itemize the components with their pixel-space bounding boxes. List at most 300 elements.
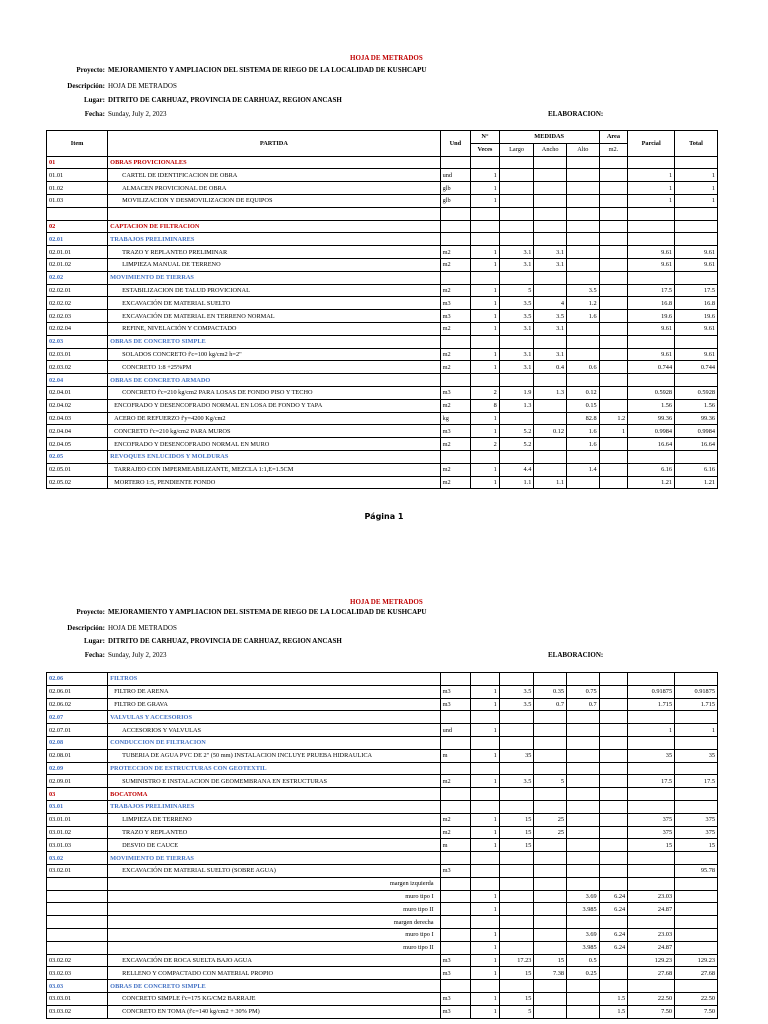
cell-parcial: 22.50	[628, 992, 675, 1005]
cell-total: 375	[675, 826, 718, 839]
cell-area	[599, 258, 628, 271]
cell-largo	[499, 724, 534, 737]
cell-total	[675, 233, 718, 246]
lugar-line	[40, 637, 342, 645]
cell-veces	[471, 711, 500, 724]
cell-veces: 1	[471, 246, 500, 259]
cell-item: 03.03	[47, 980, 108, 993]
cell-alto	[567, 194, 600, 207]
cell-area	[599, 271, 628, 284]
cell-parcial	[628, 762, 675, 775]
cell-item: 02.03.01	[47, 348, 108, 361]
cell-largo	[499, 762, 534, 775]
cell-largo: 3.5	[499, 775, 534, 788]
cell-alto	[567, 258, 600, 271]
cell-parcial	[628, 207, 675, 220]
cell-area	[599, 698, 628, 711]
cell-alto: 0.25	[567, 967, 600, 980]
cell-ancho	[534, 374, 567, 387]
cell-veces: 1	[471, 194, 500, 207]
cell-largo	[499, 877, 534, 890]
cell-ancho	[534, 864, 567, 877]
cell-area	[599, 438, 628, 451]
cell-alto	[567, 762, 600, 775]
cell-partida: LIMPIEZA MANUAL DE TERRENO	[108, 258, 440, 271]
cell-largo: 3.1	[499, 246, 534, 259]
cell-und	[440, 736, 471, 749]
table-row	[47, 916, 718, 929]
cell-total	[675, 450, 718, 463]
table-row	[47, 476, 718, 489]
cell-item: 02.05.01	[47, 463, 108, 476]
cell-partida: RELLENO Y COMPACTADO CON MATERIAL PROPIO	[108, 967, 440, 980]
table-row	[47, 284, 718, 297]
cell-partida: FILTROS	[108, 673, 440, 686]
cell-total: 9.61	[675, 322, 718, 335]
cell-parcial: 9.61	[628, 348, 675, 361]
cell-ancho	[534, 992, 567, 1005]
cell-und	[440, 941, 471, 954]
cell-parcial	[628, 711, 675, 724]
cell-item: 01.01	[47, 169, 108, 182]
cell-largo	[499, 194, 534, 207]
cell-total	[675, 207, 718, 220]
cell-area	[599, 775, 628, 788]
cell-veces: 1	[471, 954, 500, 967]
cell-largo	[499, 852, 534, 865]
cell-partida: OBRAS DE CONCRETO SIMPLE	[108, 335, 440, 348]
cell-alto	[567, 788, 600, 801]
cell-veces: 1	[471, 348, 500, 361]
cell-total	[675, 335, 718, 348]
cell-ancho	[534, 463, 567, 476]
cell-area	[599, 297, 628, 310]
cell-area	[599, 711, 628, 724]
table-row	[47, 182, 718, 195]
cell-partida: CARTEL DE IDENTIFICACION DE OBRA	[108, 169, 440, 182]
cell-veces: 1	[471, 322, 500, 335]
cell-largo	[499, 800, 534, 813]
col-alto: Alto	[567, 143, 600, 156]
cell-veces: 1	[471, 775, 500, 788]
cell-und	[440, 903, 471, 916]
cell-und: und	[440, 724, 471, 737]
table-row	[47, 852, 718, 865]
table-row	[47, 928, 718, 941]
cell-alto: 1.6	[567, 310, 600, 323]
cell-ancho: 3.1	[534, 322, 567, 335]
cell-veces	[471, 980, 500, 993]
cell-ancho	[534, 284, 567, 297]
cell-veces: 1	[471, 698, 500, 711]
cell-ancho	[534, 903, 567, 916]
cell-alto	[567, 322, 600, 335]
cell-area	[599, 450, 628, 463]
cell-parcial	[628, 852, 675, 865]
cell-parcial: 35	[628, 749, 675, 762]
cell-item: 03.01.01	[47, 813, 108, 826]
cell-alto: 3.5	[567, 284, 600, 297]
cell-area	[599, 813, 628, 826]
table-row	[47, 724, 718, 737]
cell-area: 1.5	[599, 992, 628, 1005]
cell-veces	[471, 450, 500, 463]
cell-largo	[499, 736, 534, 749]
cell-veces: 1	[471, 992, 500, 1005]
cell-total	[675, 916, 718, 929]
table-row	[47, 941, 718, 954]
cell-parcial	[628, 374, 675, 387]
cell-und	[440, 916, 471, 929]
cell-parcial: 17.5	[628, 284, 675, 297]
cell-veces: 2	[471, 386, 500, 399]
cell-total	[675, 271, 718, 284]
descripcion-value: HOJA DE METRADOS	[108, 82, 177, 90]
cell-ancho	[534, 194, 567, 207]
cell-veces: 1	[471, 476, 500, 489]
proyecto-line	[40, 608, 426, 616]
cell-largo: 1.1	[499, 476, 534, 489]
cell-parcial: 17.5	[628, 775, 675, 788]
lugar-value: DITRITO DE CARHUAZ, PROVINCIA DE CARHUAZ, REGION ANCASH	[108, 637, 342, 645]
cell-partida: OBRAS PROVICIONALES	[108, 156, 440, 169]
cell-veces: 1	[471, 361, 500, 374]
table-row	[47, 890, 718, 903]
cell-parcial: 27.68	[628, 967, 675, 980]
cell-partida: muro tipo II	[108, 903, 440, 916]
cell-und: m3	[440, 685, 471, 698]
cell-veces: 1	[471, 685, 500, 698]
cell-item	[47, 890, 108, 903]
cell-parcial: 129.23	[628, 954, 675, 967]
cell-partida: CONCRETO 1:8 +25%PM	[108, 361, 440, 374]
table-row	[47, 374, 718, 387]
cell-largo: 3.5	[499, 310, 534, 323]
cell-area	[599, 788, 628, 801]
cell-alto: 1.2	[567, 297, 600, 310]
fecha-line	[40, 651, 166, 659]
cell-partida: muro tipo II	[108, 941, 440, 954]
cell-parcial: 16.64	[628, 438, 675, 451]
cell-item: 02.06.02	[47, 698, 108, 711]
table-row	[47, 233, 718, 246]
cell-und: m2	[440, 258, 471, 271]
table-row	[47, 169, 718, 182]
cell-alto	[567, 673, 600, 686]
cell-total	[675, 736, 718, 749]
col-medidas: MEDIDAS	[499, 131, 599, 144]
cell-largo	[499, 374, 534, 387]
cell-partida: TRAZO Y REPLANTEO PRELIMINAR	[108, 246, 440, 259]
page-number: Página 1	[364, 512, 404, 521]
cell-veces	[471, 788, 500, 801]
cell-total: 35	[675, 749, 718, 762]
cell-ancho: 25	[534, 826, 567, 839]
cell-ancho: 1.1	[534, 476, 567, 489]
cell-total: 0.5928	[675, 386, 718, 399]
col-largo: Largo	[499, 143, 534, 156]
cell-alto: 0.12	[567, 386, 600, 399]
cell-ancho	[534, 335, 567, 348]
cell-alto: 0.15	[567, 399, 600, 412]
cell-area	[599, 310, 628, 323]
cell-und: kg	[440, 412, 471, 425]
table-row	[47, 220, 718, 233]
cell-largo	[499, 412, 534, 425]
cell-partida: ENCOFRADO Y DESENCOFRADO NORMAL EN MURO	[108, 438, 440, 451]
cell-partida: margen izquierda	[108, 877, 440, 890]
table-row	[47, 864, 718, 877]
lugar-label: Lugar:	[84, 637, 105, 645]
cell-item: 02.01	[47, 233, 108, 246]
cell-area	[599, 220, 628, 233]
cell-parcial	[628, 864, 675, 877]
col-und: Und	[440, 131, 471, 157]
table-row	[47, 775, 718, 788]
cell-item: 02.09	[47, 762, 108, 775]
cell-alto	[567, 736, 600, 749]
cell-parcial	[628, 980, 675, 993]
cell-und: und	[440, 169, 471, 182]
cell-largo	[499, 156, 534, 169]
cell-parcial: 9.61	[628, 322, 675, 335]
cell-largo	[499, 450, 534, 463]
cell-veces	[471, 156, 500, 169]
cell-area	[599, 476, 628, 489]
cell-alto	[567, 800, 600, 813]
cell-area	[599, 207, 628, 220]
cell-alto: 1.6	[567, 425, 600, 438]
cell-partida: ACCESORIOS Y VALVULAS	[108, 724, 440, 737]
table-row	[47, 839, 718, 852]
cell-largo	[499, 207, 534, 220]
descripcion-label: Descripción:	[67, 624, 105, 632]
cell-ancho	[534, 438, 567, 451]
cell-und	[440, 207, 471, 220]
cell-largo	[499, 980, 534, 993]
cell-ancho	[534, 724, 567, 737]
cell-alto	[567, 450, 600, 463]
cell-veces	[471, 233, 500, 246]
cell-total	[675, 928, 718, 941]
elaboracion-label: ELABORACION:	[548, 651, 604, 659]
cell-total: 22.50	[675, 992, 718, 1005]
cell-partida: CONCRETO SIMPLE f'c=175 KG/CM2 BARRAJE	[108, 992, 440, 1005]
table-row	[47, 685, 718, 698]
cell-largo: 3.1	[499, 348, 534, 361]
table-row	[47, 386, 718, 399]
cell-area: 1.5	[599, 1005, 628, 1018]
cell-largo	[499, 903, 534, 916]
cell-largo: 5	[499, 284, 534, 297]
cell-veces: 1	[471, 284, 500, 297]
sheet-title: HOJA DE METRADOS	[350, 54, 423, 62]
cell-und	[440, 374, 471, 387]
cell-total	[675, 374, 718, 387]
cell-item: 03.02.02	[47, 954, 108, 967]
cell-item	[47, 903, 108, 916]
cell-area	[599, 348, 628, 361]
cell-item: 02.02.04	[47, 322, 108, 335]
cell-area	[599, 852, 628, 865]
cell-item: 02.06.01	[47, 685, 108, 698]
cell-item: 01	[47, 156, 108, 169]
cell-item: 03.02	[47, 852, 108, 865]
cell-alto	[567, 271, 600, 284]
cell-largo	[499, 182, 534, 195]
cell-item: 02.08.01	[47, 749, 108, 762]
cell-veces	[471, 673, 500, 686]
cell-veces: 1	[471, 890, 500, 903]
cell-parcial	[628, 736, 675, 749]
table-row	[47, 980, 718, 993]
cell-parcial	[628, 877, 675, 890]
cell-area	[599, 749, 628, 762]
cell-veces: 1	[471, 967, 500, 980]
cell-alto: 3.985	[567, 941, 600, 954]
cell-ancho	[534, 788, 567, 801]
cell-parcial	[628, 156, 675, 169]
cell-veces: 1	[471, 463, 500, 476]
cell-veces: 1	[471, 425, 500, 438]
cell-area	[599, 736, 628, 749]
cell-item: 02.05	[47, 450, 108, 463]
cell-area	[599, 233, 628, 246]
cell-largo	[499, 169, 534, 182]
cell-und	[440, 788, 471, 801]
cell-und	[440, 890, 471, 903]
cell-largo: 3.1	[499, 322, 534, 335]
cell-total: 1	[675, 724, 718, 737]
cell-largo	[499, 928, 534, 941]
cell-alto	[567, 1005, 600, 1018]
cell-area	[599, 800, 628, 813]
proyecto-label: Proyecto:	[76, 66, 105, 74]
cell-item: 03.02.01	[47, 864, 108, 877]
cell-ancho	[534, 220, 567, 233]
cell-partida: ENCOFRADO Y DESENCOFRADO NORMAL EN LOSA DE FONDO Y TAPA	[108, 399, 440, 412]
cell-partida: CONCRETO f'c=210 kg/cm2 PARA MUROS	[108, 425, 440, 438]
cell-item: 02.03	[47, 335, 108, 348]
table-row	[47, 826, 718, 839]
table-row	[47, 322, 718, 335]
cell-veces: 1	[471, 749, 500, 762]
cell-und	[440, 980, 471, 993]
cell-parcial: 7.50	[628, 1005, 675, 1018]
cell-item: 03.01.03	[47, 839, 108, 852]
fecha-value: Sunday, July 2, 2023	[108, 110, 167, 118]
cell-und: glb	[440, 182, 471, 195]
descripcion-value: HOJA DE METRADOS	[108, 624, 177, 632]
table-row	[47, 1005, 718, 1018]
cell-alto	[567, 749, 600, 762]
cell-item: 03.03.01	[47, 992, 108, 1005]
cell-item: 03	[47, 788, 108, 801]
cell-parcial: 99.36	[628, 412, 675, 425]
cell-partida: OBRAS DE CONCRETO SIMPLE	[108, 980, 440, 993]
cell-partida: PROTECCION DE ESTRUCTURAS CON GEOTEXTIL	[108, 762, 440, 775]
table-row	[47, 438, 718, 451]
cell-und: m3	[440, 967, 471, 980]
cell-partida: SOLADOS CONCRETO f'c=100 kg/cm2 h=2"	[108, 348, 440, 361]
cell-area	[599, 916, 628, 929]
cell-largo: 3.5	[499, 297, 534, 310]
cell-partida	[108, 207, 440, 220]
cell-largo	[499, 711, 534, 724]
table-row	[47, 207, 718, 220]
cell-area	[599, 182, 628, 195]
cell-item: 02.04.04	[47, 425, 108, 438]
proyecto-label: Proyecto:	[76, 608, 105, 616]
fecha-label: Fecha:	[84, 110, 105, 118]
table-row	[47, 361, 718, 374]
cell-und	[440, 156, 471, 169]
cell-veces	[471, 800, 500, 813]
cell-largo	[499, 788, 534, 801]
cell-veces: 1	[471, 839, 500, 852]
cell-ancho	[534, 673, 567, 686]
table-row	[47, 258, 718, 271]
cell-largo: 5	[499, 1005, 534, 1018]
cell-total: 1.56	[675, 399, 718, 412]
cell-veces: 1	[471, 813, 500, 826]
cell-und: m2	[440, 348, 471, 361]
table-row	[47, 156, 718, 169]
table-row	[47, 800, 718, 813]
lugar-line	[40, 96, 342, 104]
cell-ancho	[534, 156, 567, 169]
cell-ancho	[534, 877, 567, 890]
cell-alto: 1.6	[567, 438, 600, 451]
cell-partida: muro tipo I	[108, 928, 440, 941]
cell-area: 6.24	[599, 903, 628, 916]
cell-ancho: 5	[534, 775, 567, 788]
table-row	[47, 877, 718, 890]
cell-item: 02.04.01	[47, 386, 108, 399]
cell-ancho	[534, 980, 567, 993]
cell-area	[599, 673, 628, 686]
cell-veces: 1	[471, 928, 500, 941]
cell-veces	[471, 877, 500, 890]
cell-und	[440, 233, 471, 246]
cell-total: 16.8	[675, 297, 718, 310]
cell-alto: 0.6	[567, 361, 600, 374]
cell-area	[599, 685, 628, 698]
cell-und: m3	[440, 698, 471, 711]
cell-total	[675, 788, 718, 801]
cell-und: m2	[440, 826, 471, 839]
table-row	[47, 450, 718, 463]
cell-und: m3	[440, 425, 471, 438]
cell-ancho: 0.4	[534, 361, 567, 374]
cell-veces: 1	[471, 310, 500, 323]
cell-item: 02.03.02	[47, 361, 108, 374]
cell-item: 02.05.02	[47, 476, 108, 489]
cell-area	[599, 156, 628, 169]
cell-veces	[471, 374, 500, 387]
col-m2: m2.	[599, 143, 628, 156]
cell-area	[599, 399, 628, 412]
fecha-line	[40, 110, 166, 118]
cell-item: 02.08	[47, 736, 108, 749]
cell-alto	[567, 156, 600, 169]
cell-alto	[567, 839, 600, 852]
cell-partida: TRABAJOS PRELIMINARES	[108, 800, 440, 813]
cell-ancho	[534, 852, 567, 865]
cell-total: 17.5	[675, 775, 718, 788]
cell-parcial: 23.03	[628, 928, 675, 941]
cell-area: 6.24	[599, 928, 628, 941]
